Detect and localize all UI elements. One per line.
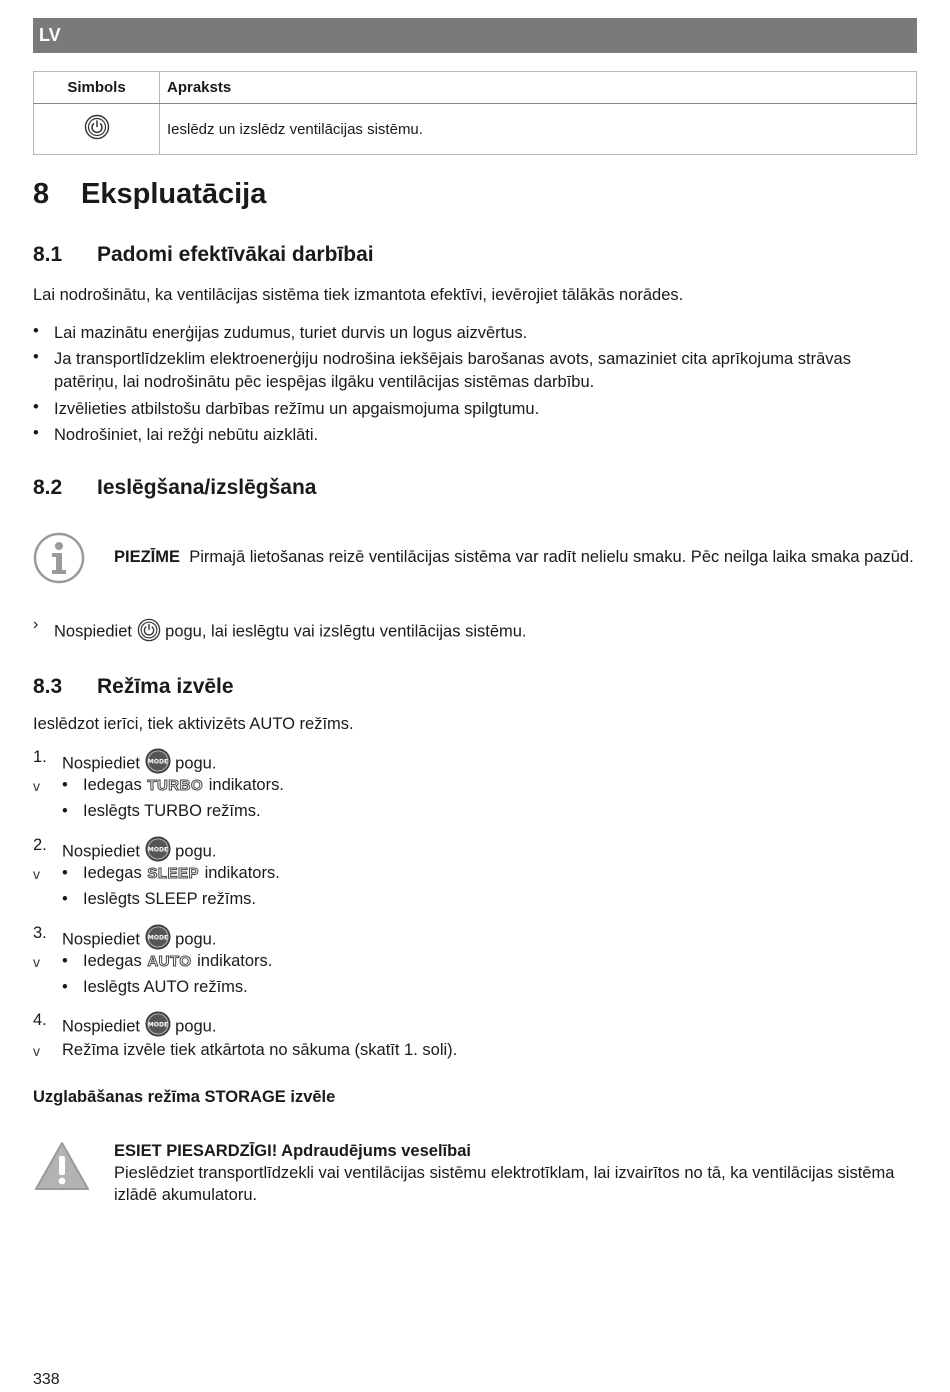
section-title: Ekspluatācija (81, 178, 267, 210)
table-header-row (34, 72, 917, 104)
note-box (114, 548, 924, 567)
section-8-2-heading (33, 476, 316, 500)
symbol-cell (34, 104, 160, 155)
step-text-pre: Nospiediet (62, 930, 140, 949)
info-icon (33, 532, 85, 584)
mode-button-label: MODE (147, 1021, 168, 1029)
result-text-pre: Iedegas (83, 864, 142, 882)
warning-text: Pieslēdziet transportlīdzekli vai ventilācijas sistēmu elektrotīklam, lai izvairītos no tā, ka ventilācijas sistēma izlādē akumulatoru. (114, 1164, 895, 1204)
section-8-1-intro: Lai nodrošinātu, ka ventilācijas sistēma tiek izmantota efektīvi, ievērojiet tālākās norādes. (33, 286, 684, 304)
section-8-3-heading (33, 675, 234, 699)
section-8-heading (33, 178, 266, 211)
result-text: Ieslēgts SLEEP režīms. (83, 890, 257, 908)
action-mark: › (33, 616, 39, 633)
action-text-pre: Nospiediet (54, 622, 132, 641)
step-text-post: pogu. (175, 930, 217, 949)
action-text-post: pogu, lai ieslēgtu vai izslēgtu ventilācijas sistēmu. (165, 622, 527, 641)
result-text-pre: Iedegas (83, 952, 142, 970)
result-text: Ieslēgts AUTO režīms. (83, 978, 248, 996)
list-item-text: Ja transportlīdzeklim elektroenerģiju nodrošina iekšējais barošanas avots, samaziniet cita aprīkojuma strāvas patēriņu, lai nodrošinātu pēc iespējas ilgāku ventilācijas sistēmas darbību. (54, 350, 851, 391)
language-header: LV (33, 18, 917, 53)
bullet: • (62, 802, 68, 820)
step-text-pre: Nospiediet (62, 754, 140, 773)
section-number: 8.1 (33, 243, 63, 266)
description-cell: Ieslēdz un izslēdz ventilācijas sistēmu. (160, 104, 917, 155)
mode-button-label: MODE (147, 758, 168, 766)
mode-button-icon (145, 748, 171, 774)
result-text-post: indikators. (208, 776, 284, 794)
list-item-text: Nodrošiniet, lai režģi nebūtu aizklāti. (54, 426, 319, 444)
section-number: 8.3 (33, 675, 63, 698)
mode-button-icon (145, 836, 171, 862)
step-number: 3. (33, 924, 47, 942)
bullet: • (33, 424, 39, 442)
section-title: Režīma izvēle (97, 675, 234, 698)
mode-button-label: MODE (147, 846, 168, 854)
result-text-post: indikators. (204, 864, 280, 882)
result-mark: v (33, 1043, 40, 1059)
mode-button-icon (145, 924, 171, 950)
page-number: 338 (33, 1371, 60, 1388)
list-item-text: Izvēlieties atbilstošu darbības režīmu un apgaismojuma spilgtumu. (54, 400, 540, 418)
bullet: • (62, 776, 68, 794)
col-symbol-header: Simbols (34, 72, 160, 104)
step-number: 4. (33, 1011, 47, 1029)
bullet: • (33, 348, 39, 366)
bullet: • (33, 322, 39, 340)
result-mark: v (33, 866, 40, 882)
step-text-pre: Nospiediet (62, 842, 140, 861)
symbol-table (33, 71, 917, 155)
power-icon (84, 114, 110, 140)
result-mark: v (33, 954, 40, 970)
step-text-post: pogu. (175, 842, 217, 861)
storage-heading: Uzglabāšanas režīma STORAGE izvēle (33, 1088, 336, 1106)
col-description-header: Apraksts (160, 72, 917, 104)
step-text-post: pogu. (175, 1017, 217, 1036)
indicator-icon: AUTO (147, 953, 192, 970)
mode-button-icon (145, 1011, 171, 1037)
result-mark: v (33, 778, 40, 794)
bullet: • (62, 978, 68, 996)
step-number: 1. (33, 748, 47, 766)
mode-button-label: MODE (147, 934, 168, 942)
note-label: PIEZĪME (114, 548, 181, 566)
bullet: • (62, 864, 68, 882)
warning-title: ESIET PIESARDZĪGI! Apdraudējums veselībai (114, 1142, 471, 1160)
indicator-icon: SLEEP (147, 865, 199, 882)
result-text: Režīma izvēle tiek atkārtota no sākuma (skatīt 1. soli). (62, 1041, 458, 1059)
power-icon (137, 618, 161, 642)
step-text-pre: Nospiediet (62, 1017, 140, 1036)
step-text-post: pogu. (175, 754, 217, 773)
result-text: Ieslēgts TURBO režīms. (83, 802, 261, 820)
step-number: 2. (33, 836, 47, 854)
warning-icon (33, 1140, 91, 1192)
section-number: 8 (33, 178, 50, 210)
bullet: • (62, 952, 68, 970)
table-row (34, 104, 917, 155)
result-text-pre: Iedegas (83, 776, 142, 794)
section-8-1-heading (33, 243, 374, 267)
section-number: 8.2 (33, 476, 63, 499)
list-item-text: Lai mazinātu enerģijas zudumus, turiet durvis un logus aizvērtus. (54, 324, 528, 342)
section-title: Padomi efektīvākai darbībai (97, 243, 374, 266)
result-text-post: indikators. (197, 952, 273, 970)
section-8-3-intro: Ieslēdzot ierīci, tiek aktivizēts AUTO režīms. (33, 715, 354, 733)
note-text: Pirmajā lietošanas reizē ventilācijas sistēma var radīt nelielu smaku. Pēc neilga laika smaka pazūd. (189, 548, 914, 566)
bullet: • (33, 398, 39, 416)
indicator-icon: TURBO (147, 777, 204, 794)
section-title: Ieslēgšana/izslēgšana (97, 476, 317, 499)
bullet: • (62, 890, 68, 908)
